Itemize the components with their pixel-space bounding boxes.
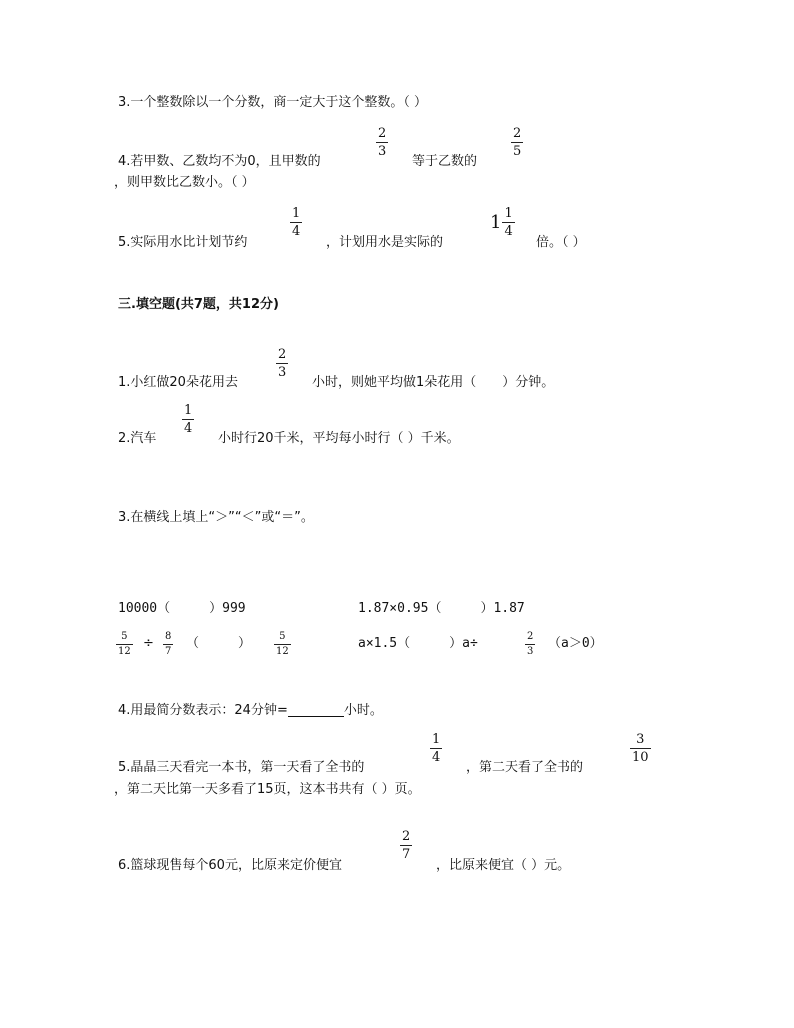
fill-q4-text-b: 小时。 — [343, 703, 383, 718]
fill-q3-text: 3.在横线上填上“＞”“＜”或“＝”。 — [118, 510, 314, 525]
fill-q1-fraction — [276, 348, 288, 379]
section-title: 三.填空题(共7题，共12分) — [118, 297, 279, 312]
fill-q3-row2-divide: ÷ — [143, 636, 154, 651]
fill-q6-text-a: 6.篮球现售每个60元，比原来定价便宜 — [118, 858, 342, 873]
fill-q2-fraction — [182, 404, 194, 435]
fill-q1-text-b: 小时，则她平均做1朵花用（ ）分钟。 — [312, 375, 555, 390]
judge-q4-text-c: ，则甲数比乙数小。（ ） — [114, 175, 255, 190]
fill-q6-text-b: ，比原来便宜（ ）元。 — [436, 858, 571, 873]
judge-q5-text-c: 倍。（ ） — [536, 235, 586, 250]
fraction-bar — [182, 419, 194, 420]
mixed-fraction — [502, 207, 514, 238]
fill-q1-text-a: 1.小红做20朵花用去 — [118, 375, 238, 390]
fill-q3-row2-paren: （ ） — [186, 636, 252, 651]
fill-q5-fraction-2 — [630, 733, 651, 764]
fill-q3-row1-left: 10000（ ）999 — [118, 601, 246, 616]
fill-q3-row2-fraction-1 — [116, 632, 133, 657]
fill-q3-row2-fraction-4 — [525, 632, 535, 657]
fraction-denominator: 7 — [165, 646, 172, 657]
fraction-bar — [116, 644, 133, 645]
mixed-whole: 1 — [490, 212, 502, 233]
fraction-numerator: 2 — [527, 631, 534, 642]
fraction-bar — [274, 644, 291, 645]
fraction-numerator: 1 — [432, 732, 441, 747]
judge-q4-text-a: 4.若甲数、乙数均不为0，且甲数的 — [118, 154, 321, 169]
fraction-denominator: 4 — [292, 224, 301, 239]
fill-q5-text-b: ，第二天看了全书的 — [466, 760, 584, 775]
fraction-numerator: 3 — [636, 732, 645, 747]
fraction-numerator: 2 — [402, 829, 411, 844]
fraction-denominator: 5 — [513, 144, 522, 159]
fraction-numerator: 2 — [278, 347, 287, 362]
judge-q5-fraction — [290, 207, 302, 238]
judge-q5-mixed-number — [490, 207, 515, 238]
fraction-denominator: 7 — [402, 847, 411, 862]
fraction-bar — [630, 748, 651, 749]
fraction-denominator: 12 — [276, 646, 289, 657]
fill-q4-answer-blank[interactable] — [288, 704, 344, 717]
fill-q3-row2-right-b: （a＞0） — [548, 636, 603, 651]
fill-q2-text-a: 2.汽车 — [118, 431, 157, 446]
fraction-denominator: 4 — [504, 224, 513, 239]
fraction-bar — [400, 845, 412, 846]
fill-q5-text-a: 5.晶晶三天看完一本书，第一天看了全书的 — [118, 760, 365, 775]
fraction-bar — [276, 363, 288, 364]
fill-q4-text-a: 4.用最简分数表示：24分钟= — [118, 703, 288, 718]
fraction-bar — [502, 222, 514, 223]
judge-q3: 3.一个整数除以一个分数，商一定大于这个整数。（ ） — [118, 95, 428, 110]
fill-q5-text-c: ，第二天比第一天多看了15页，这本书共有（ ）页。 — [114, 782, 421, 797]
judge-q4-fraction-1 — [376, 127, 388, 158]
fraction-numerator: 1 — [504, 206, 513, 221]
fraction-denominator: 4 — [432, 750, 441, 765]
fraction-denominator: 3 — [527, 646, 534, 657]
judge-q5-text-b: ，计划用水是实际的 — [326, 235, 444, 250]
judge-q4-fraction-2 — [511, 127, 523, 158]
fraction-denominator: 12 — [118, 646, 131, 657]
fraction-denominator: 10 — [632, 750, 649, 765]
fill-q3-row2-fraction-2 — [163, 632, 173, 657]
fill-q6-fraction — [400, 830, 412, 861]
fill-q3-row1-right: 1.87×0.95（ ）1.87 — [358, 601, 525, 616]
fraction-numerator: 5 — [279, 631, 286, 642]
fill-q3-row2-right-a: a×1.5（ ）a÷ — [358, 636, 478, 651]
fraction-bar — [163, 644, 173, 645]
fraction-numerator: 8 — [165, 631, 172, 642]
fraction-bar — [376, 142, 388, 143]
fill-q2-text-b: 小时行20千米，平均每小时行（ ）千米。 — [218, 431, 460, 446]
fraction-numerator: 2 — [513, 126, 522, 141]
fraction-bar — [511, 142, 523, 143]
fill-q4-line — [118, 704, 383, 717]
fraction-bar — [290, 222, 302, 223]
fill-q5-fraction-1 — [430, 733, 442, 764]
fraction-bar — [430, 748, 442, 749]
fraction-numerator: 2 — [378, 126, 387, 141]
fraction-numerator: 1 — [292, 206, 301, 221]
fraction-denominator: 3 — [378, 144, 387, 159]
fraction-numerator: 1 — [184, 403, 193, 418]
judge-q5-text-a: 5.实际用水比计划节约 — [118, 235, 248, 250]
fraction-bar — [525, 644, 535, 645]
fraction-numerator: 5 — [121, 631, 128, 642]
fill-q3-row2-fraction-3 — [274, 632, 291, 657]
fraction-denominator: 3 — [278, 365, 287, 380]
judge-q4-text-b: 等于乙数的 — [412, 154, 478, 169]
fraction-denominator: 4 — [184, 421, 193, 436]
